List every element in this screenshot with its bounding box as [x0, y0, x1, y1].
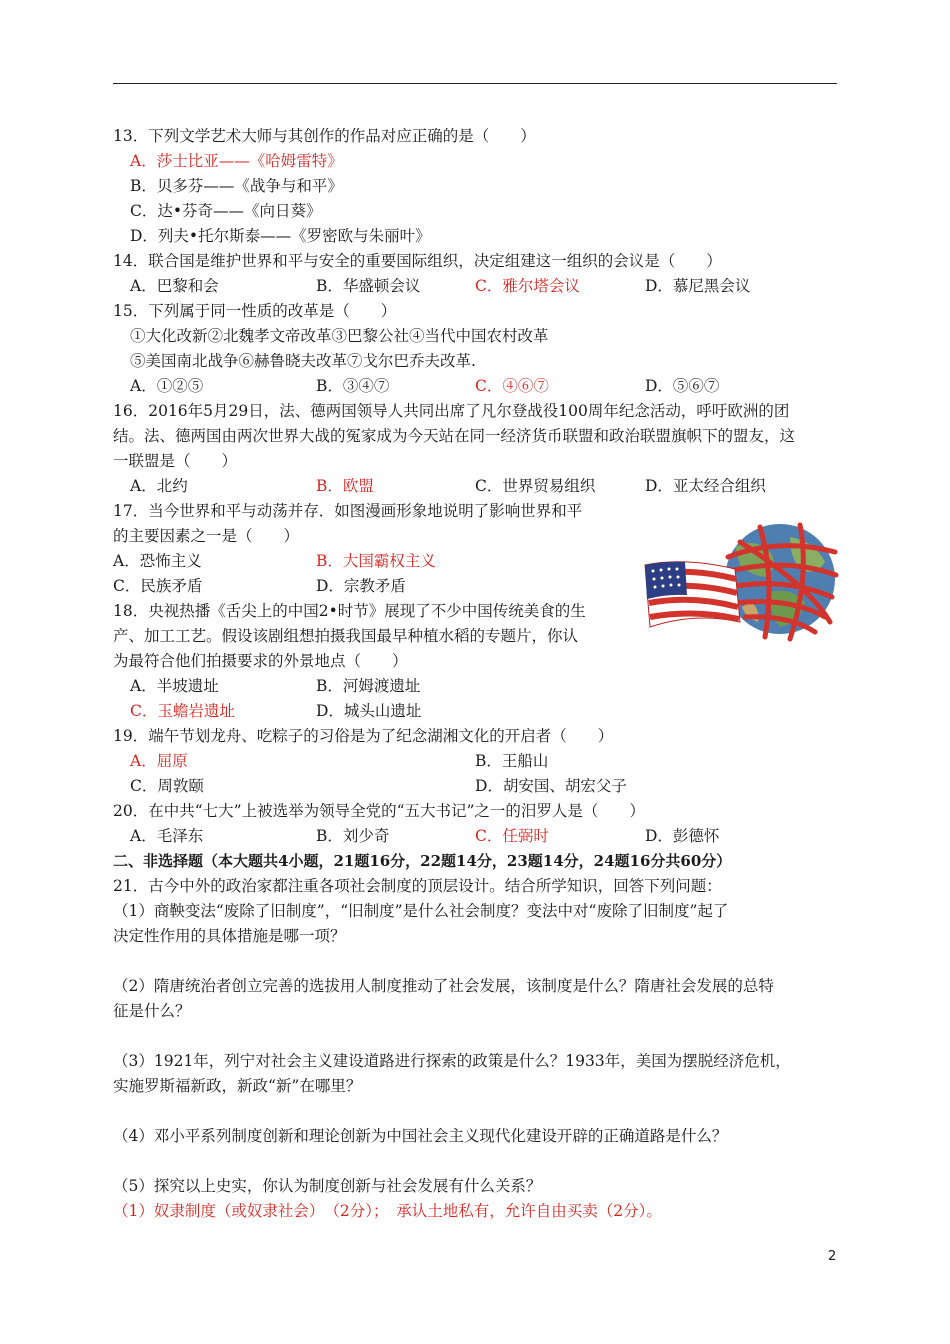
- q14-option-b: B．华盛顿会议: [316, 277, 421, 295]
- q21-part2-line1: （2）隋唐统治者创立完善的选拔用人制度推动了社会发展，该制度是什么？隋唐社会发展的总特: [113, 977, 774, 995]
- q21-part3-line2: 实施罗斯福新政，新政“新”在哪里？: [113, 1077, 362, 1095]
- page-number: 2: [828, 1249, 837, 1264]
- q17-option-a: A．恐怖主义: [113, 552, 202, 570]
- q19-stem: 19．端午节划龙舟、吃粽子的习俗是为了纪念湖湘文化的开启者（ ）: [113, 727, 614, 745]
- q15-option-a: A．①②⑤: [130, 377, 204, 395]
- q18-option-b: B．河姆渡遗址: [316, 677, 421, 695]
- q19-option-c: C．周敦颐: [130, 777, 204, 795]
- q13-option-d: D．列夫•托尔斯泰——《罗密欧与朱丽叶》: [130, 227, 431, 245]
- q21-answer1: （1）奴隶制度（或奴隶社会） （2分）； 承认土地私有，允许自由买卖（2分）。: [113, 1202, 662, 1220]
- section2-heading: 二、非选择题（本大题共4小题，21题16分，22题14分，23题14分，24题16分共60分）: [113, 852, 732, 870]
- q21-stem: 21．古今中外的政治家都注重各项社会制度的顶层设计。结合所学知识，回答下列问题：: [113, 877, 722, 895]
- q14-option-a: A．巴黎和会: [130, 277, 219, 295]
- q14-option-d: D．慕尼黑会议: [645, 277, 751, 295]
- q15-option-c: C．④⑥⑦: [475, 377, 549, 395]
- q16-stem-line2: 结。法、德两国由两次世界大战的冤家成为今天站在同一经济货币联盟和政治联盟旗帜下的盟友，这: [113, 427, 796, 445]
- q19-option-b: B．王船山: [475, 752, 549, 770]
- q21-part3-line1: （3）1921年，列宁对社会主义建设道路进行探索的政策是什么？1933年，美国为摆脱经济危机，: [113, 1052, 791, 1070]
- q18-stem-line3: 为最符合他们拍摄要求的外景地点（ ）: [113, 652, 408, 670]
- q18-option-a: A．半坡遗址: [130, 677, 219, 695]
- q16-option-c: C．世界贸易组织: [475, 477, 596, 495]
- q19-option-d: D．胡安国、胡宏父子: [475, 777, 627, 795]
- q14-option-c: C．雅尔塔会议: [475, 277, 580, 295]
- q16-option-b: B．欧盟: [316, 477, 374, 495]
- q15-option-b: B．③④⑦: [316, 377, 390, 395]
- q13-stem: 13．下列文学艺术大师与其创作的作品对应正确的是（ ）: [113, 127, 536, 145]
- q21-part4: （4）邓小平系列制度创新和理论创新为中国社会主义现代化建设开辟的正确道路是什么？: [113, 1127, 728, 1145]
- q13-option-b: B．贝多芬——《战争与和平》: [130, 177, 343, 195]
- q13-option-c: C．达•芬奇——《向日葵》: [130, 202, 322, 220]
- q17-option-c: C．民族矛盾: [113, 577, 203, 595]
- q18-stem-line2: 产、加工工艺。假设该剧组想拍摄我国最早种植水稻的专题片，你认: [113, 627, 579, 645]
- cartoon-flag-globe-image: [640, 517, 840, 644]
- q20-option-a: A．毛泽东: [130, 827, 204, 845]
- q17-stem-line1: 17．当今世界和平与动荡并存．如图漫画形象地说明了影响世界和平: [113, 502, 583, 520]
- q17-option-b: B．大国霸权主义: [316, 552, 436, 570]
- q18-option-d: D．城头山遗址: [316, 702, 422, 720]
- q21-part2-line2: 征是什么？: [113, 1002, 191, 1020]
- header-rule: [113, 83, 837, 84]
- q21-part1-line1: （1）商鞅变法“废除了旧制度”，“旧制度”是什么社会制度？变法中对“废除了旧制度”起了: [113, 902, 729, 920]
- q13-option-a: A．莎士比亚——《哈姆雷特》: [130, 152, 343, 170]
- q18-stem-line1: 18．央视热播《舌尖上的中国2•时节》展现了不少中国传统美食的生: [113, 602, 586, 620]
- q14-stem: 14．联合国是维护世界和平与安全的重要国际组织，决定组建这一组织的会议是（ ）: [113, 252, 722, 270]
- q19-option-a: A．屈原: [130, 752, 188, 770]
- q18-option-c: C．玉蟾岩遗址: [130, 702, 235, 720]
- q15-stem: 15．下列属于同一性质的改革是（ ）: [113, 302, 397, 320]
- q16-stem-line1: 16．2016年5月29日，法、德两国领导人共同出席了凡尔登战役100周年纪念活动，呼吁欧洲的团: [113, 402, 790, 420]
- q20-option-d: D．彭德怀: [645, 827, 720, 845]
- q15-items-line1: ①大化改新②北魏孝文帝改革③巴黎公社④当代中国农村改革: [130, 327, 549, 345]
- q21-part5: （5）探究以上史实，你认为制度创新与社会发展有什么关系？: [113, 1177, 542, 1195]
- q16-stem-line3: 一联盟是（ ）: [113, 452, 238, 470]
- q16-option-a: A．北约: [130, 477, 188, 495]
- q16-option-d: D．亚太经合组织: [645, 477, 766, 495]
- q17-stem-line2: 的主要因素之一是（ ）: [113, 527, 300, 545]
- us-flag-icon: [645, 562, 740, 627]
- q21-part1-line2: 决定性作用的具体措施是哪一项？: [113, 927, 346, 945]
- q20-option-b: B．刘少奇: [316, 827, 390, 845]
- q15-option-d: D．⑤⑥⑦: [645, 377, 720, 395]
- q17-option-d: D．宗教矛盾: [316, 577, 406, 595]
- q20-option-c: C．任弼时: [475, 827, 549, 845]
- q20-stem: 20．在中共“七大”上被选举为领导全党的“五大书记”之一的汨罗人是（ ）: [113, 802, 645, 820]
- q15-items-line2: ⑤美国南北战争⑥赫鲁晓夫改革⑦戈尔巴乔夫改革.: [130, 352, 476, 370]
